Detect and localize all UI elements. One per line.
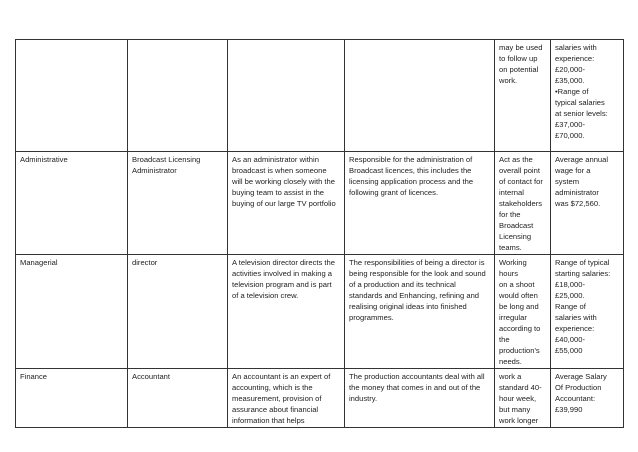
cell-salary: salaries with experience: £20,000- £35,000. •Range of typical salaries at senior levels: £37,000- £70,000.: [551, 40, 624, 152]
cell-category: Administrative: [16, 152, 128, 255]
table-row-managerial: [16, 255, 624, 369]
cell-category: Managerial: [16, 255, 128, 369]
cell-description: As an administrator within broadcast is when someone will be working closely with the buying team to assist in the buying of our large TV portfolio: [228, 152, 345, 255]
cell-salary: Average annual wage for a system administrator was $72,560.: [551, 152, 624, 255]
table-row-finance: [16, 369, 624, 428]
cell-hours: may be used to follow up on potential work.: [495, 40, 551, 152]
cell-job-title: Broadcast Licensing Administrator: [128, 152, 228, 255]
cell-description: [228, 40, 345, 152]
cell-salary: Range of typical starting salaries: £18,000- £25,000. Range of salaries with experience: £40,000- £55,000: [551, 255, 624, 369]
table-row-continued: [16, 40, 624, 152]
cell-job-title: Accountant: [128, 369, 228, 428]
cell-hours: work a standard 40- hour week, but many work longer: [495, 369, 551, 428]
cell-job-title: [128, 40, 228, 152]
cell-responsibilities: The production accountants deal with all the money that comes in and out of the industry.: [345, 369, 495, 428]
cell-hours: Act as the overall point of contact for internal stakeholders for the Broadcast Licensing teams.: [495, 152, 551, 255]
table-row-administrative: [16, 152, 624, 255]
cell-category: [16, 40, 128, 152]
cell-category: Finance: [16, 369, 128, 428]
cell-responsibilities: Responsible for the administration of Broadcast licences, this includes the licensing application process and the following grant of licences.: [345, 152, 495, 255]
cell-description: An accountant is an expert of accounting, which is the measurement, provision of assurance about financial information that helps: [228, 369, 345, 428]
cell-salary: Average Salary Of Production Accountant: £39,990: [551, 369, 624, 428]
cell-hours: Working hours on a shoot would often be long and irregular according to the production's needs.: [495, 255, 551, 369]
cell-responsibilities: The responsibilities of being a director is being responsible for the look and sound of a production and its technical standards and Enhancing, refining and realising original ideas into finished programmes.: [345, 255, 495, 369]
cell-job-title: director: [128, 255, 228, 369]
cell-description: A television director directs the activities involved in making a television program and is part of a television crew.: [228, 255, 345, 369]
cell-responsibilities: [345, 40, 495, 152]
job-roles-table: [15, 39, 624, 428]
